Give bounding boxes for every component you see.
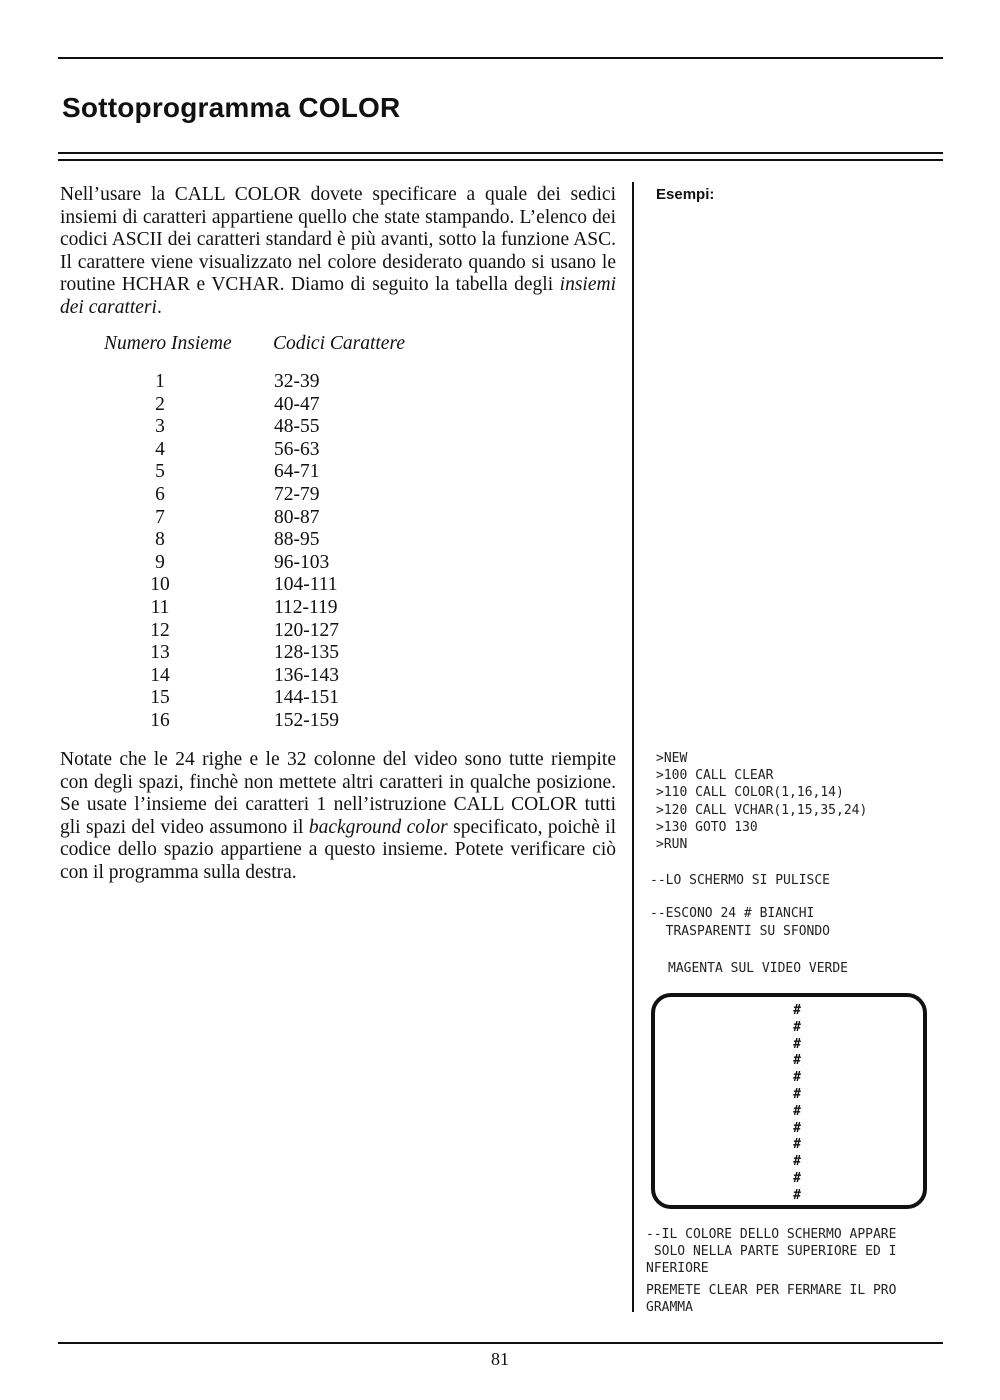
character-set-table [60, 331, 540, 733]
table-row [60, 439, 540, 462]
screen-hash-char: # [793, 1170, 801, 1186]
bottom-rule [58, 1342, 943, 1344]
char-codes: 128-135 [274, 642, 339, 664]
char-codes: 80-87 [274, 506, 320, 528]
char-codes: 144-151 [274, 687, 339, 709]
note-white-chars: --ESCONO 24 # BIANCHI TRASPARENTI SU SFONDO [650, 906, 831, 939]
char-codes: 72-79 [274, 483, 320, 505]
examples-heading: Esempi: [656, 186, 715, 203]
char-codes: 152-159 [274, 709, 339, 731]
table-row [60, 371, 540, 394]
set-number: 2 [155, 393, 165, 415]
code-line: >120 CALL VCHAR(1,15,35,24) [656, 802, 868, 818]
set-number: 12 [150, 619, 170, 641]
program-listing [656, 750, 867, 853]
char-codes: 56-63 [274, 438, 320, 460]
table-row [60, 687, 540, 710]
note-screen-color: --IL COLORE DELLO SCHERMO APPARE SOLO NELLA PARTE SUPERIORE ED I NFERIORE [646, 1227, 897, 1276]
page-number: 81 [491, 1349, 509, 1369]
set-number: 16 [150, 709, 170, 731]
table-row [60, 574, 540, 597]
set-number: 5 [155, 461, 165, 483]
screen-hash-char: # [793, 1103, 801, 1119]
screen-hash-char: # [793, 1019, 801, 1035]
char-codes: 64-71 [274, 461, 320, 483]
screen-hash-char: # [793, 1003, 801, 1018]
code-line: >130 GOTO 130 [656, 819, 758, 835]
table-row [60, 620, 540, 643]
col-header-char-codes: Codici Carattere [273, 333, 405, 354]
set-number: 10 [150, 574, 170, 596]
explanation-paragraph: Notate che le 24 righe e le 32 colonne del video sono tutte riempite con degli spazi, finchè non mettete altri caratteri in qualche posizione. Se usate l’insieme dei caratteri 1 nell’istruzione CALL COLOR tutti gli spazi del video assumono il background color specificato, poichè il codice dello spazio appartiene a questo insieme. Potete verificare ciò con il programma sulla destra. [60, 749, 616, 883]
table-row [60, 552, 540, 575]
table-row [60, 394, 540, 417]
note-press-clear: PREMETE CLEAR PER FERMARE IL PRO GRAMMA [646, 1283, 897, 1315]
note-screen-clears: --LO SCHERMO SI PULISCE [650, 873, 831, 888]
screen-hash-char: # [793, 1036, 801, 1052]
set-number: 1 [155, 371, 165, 392]
char-codes: 136-143 [274, 664, 339, 686]
set-number: 11 [150, 596, 170, 618]
screen-hash-char: # [793, 1154, 801, 1170]
code-line: >110 CALL COLOR(1,16,14) [656, 785, 844, 801]
set-number: 7 [155, 506, 165, 528]
screen-hash-char: # [793, 1070, 801, 1086]
column-separator [632, 182, 634, 1312]
title-double-rule [58, 152, 943, 161]
code-line: >100 CALL CLEAR [656, 768, 774, 784]
table-row [60, 416, 540, 439]
char-codes: 96-103 [274, 551, 330, 573]
table-row [60, 461, 540, 484]
col-header-set-number: Numero Insieme [104, 333, 232, 354]
screen-hash-char: # [793, 1086, 801, 1102]
char-codes: 120-127 [274, 619, 339, 641]
set-number: 6 [155, 483, 165, 505]
set-number: 13 [150, 642, 170, 664]
char-codes: 32-39 [274, 371, 320, 392]
char-codes: 112-119 [274, 596, 338, 618]
code-line: >NEW [656, 751, 688, 766]
page-title: Sottoprogramma COLOR [62, 92, 401, 123]
tv-screen-illustration [651, 993, 927, 1209]
screen-hash-char: # [793, 1187, 801, 1203]
table-row [60, 484, 540, 507]
table-row [60, 597, 540, 620]
set-number: 14 [150, 664, 170, 686]
code-line: >RUN [656, 837, 688, 853]
table-row [60, 710, 540, 733]
set-number: 15 [150, 687, 170, 709]
table-header [60, 331, 540, 371]
table-body [60, 371, 540, 733]
set-number: 3 [155, 416, 165, 438]
set-number: 9 [155, 551, 165, 573]
table-row [60, 529, 540, 552]
char-codes: 104-111 [274, 574, 338, 596]
table-row [60, 665, 540, 688]
screen-hash-char: # [793, 1053, 801, 1069]
top-rule [58, 57, 943, 59]
set-number: 8 [155, 529, 165, 551]
char-codes: 48-55 [274, 416, 320, 438]
screen-hash-char: # [793, 1120, 801, 1136]
set-number: 4 [155, 438, 165, 460]
hash-column [787, 1003, 807, 1205]
table-row [60, 642, 540, 665]
screen-hash-char: # [793, 1137, 801, 1153]
table-row [60, 507, 540, 530]
char-codes: 88-95 [274, 529, 320, 551]
note-magenta-on-green: MAGENTA SUL VIDEO VERDE [668, 961, 849, 976]
intro-paragraph: Nell’usare la CALL COLOR dovete specificare a quale dei sedici insiemi di caratteri appartiene quello che state stampando. L’elenco dei codici ASCII dei caratteri standard è più avanti, sotto la funzione ASC. Il carattere viene visualizzato nel colore desiderato quando si usano le routine HCHAR e VCHAR. Diamo di seguito la tabella degli insiemi dei caratteri. [60, 184, 616, 318]
char-codes: 40-47 [274, 393, 320, 415]
